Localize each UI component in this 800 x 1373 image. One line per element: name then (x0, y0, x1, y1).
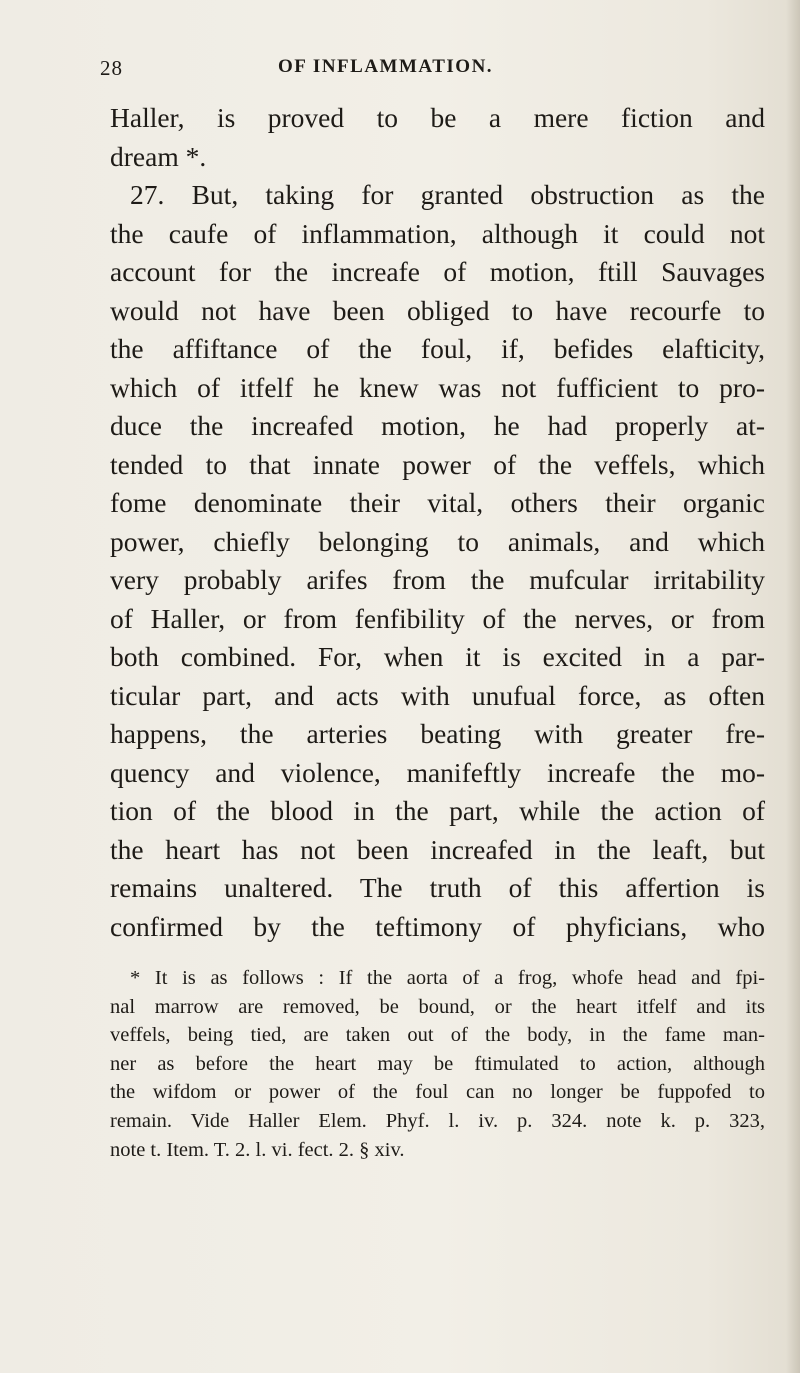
footnote-line: nal marrow are removed, be bound, or the heart itfelf and its (110, 995, 765, 1018)
text-line: fome denominate their vital, others their organic (110, 487, 765, 518)
footnote-line: * It is as follows : If the aorta of a frog, whofe head and fpi- (130, 967, 765, 989)
text-line: dream *. (110, 140, 207, 172)
footnote-line: ner as before the heart may be ftimulated to action, although (110, 1052, 765, 1075)
page-number: 28 (100, 56, 123, 80)
text-line: account for the increafe of motion, ftill Sauvages (110, 256, 765, 287)
text-line: quency and violence, manifeftly increafe the mo- (110, 756, 765, 788)
text-line: which of itfelf he knew was not fufficient to pro- (110, 371, 765, 403)
footnote-line: the wifdom or power of the foul can no longer be fuppofed to (110, 1081, 765, 1104)
running-head (100, 56, 740, 90)
text-line: duce the increafed motion, he had properly at- (110, 410, 765, 441)
footnote-line: veffels, being tied, are taken out of the body, in the fame man- (110, 1024, 765, 1047)
text-line: power, chiefly belonging to animals, and which (110, 525, 765, 557)
text-line: remains unaltered. The truth of this affertion is (110, 872, 765, 903)
text-line: Haller, is proved to be a mere fiction and (110, 102, 765, 133)
text-line: the affiftance of the foul, if, befides elafticity, (110, 333, 765, 364)
paragraph-27-first-line: 27. But, taking for granted obstruction as the (130, 179, 765, 210)
text-line: tion of the blood in the part, while the action of (110, 795, 765, 826)
page-edge-shadow (786, 0, 800, 1373)
text-line: ticular part, and acts with unufual force, as often (110, 679, 765, 711)
text-line: very probably arifes from the mufcular irritability (110, 564, 765, 595)
text-line: the heart has not been increafed in the leaft, but (110, 833, 765, 865)
running-title: OF INFLAMMATION. (278, 56, 494, 77)
text-line: would not have been obliged to have recourfe to (110, 294, 765, 326)
footnote (110, 964, 765, 1164)
footnote-line: remain. Vide Haller Elem. Phyf. l. iv. p. 324. note k. p. 323, (110, 1109, 765, 1132)
text-line: both combined. For, when it is excited in a par- (110, 641, 765, 672)
text-line: tended to that innate power of the veffels, which (110, 448, 765, 480)
text-line: the caufe of inflammation, although it could not (110, 217, 765, 249)
text-line: of Haller, or from fenfibility of the nerves, or from (110, 602, 765, 634)
footnote-line: note t. Item. T. 2. l. vi. fect. 2. § xiv. (110, 1138, 405, 1161)
text-line: happens, the arteries beating with greater fre- (110, 718, 765, 749)
body-text (110, 99, 765, 946)
text-line: confirmed by the teftimony of phyficians, who (110, 910, 765, 942)
